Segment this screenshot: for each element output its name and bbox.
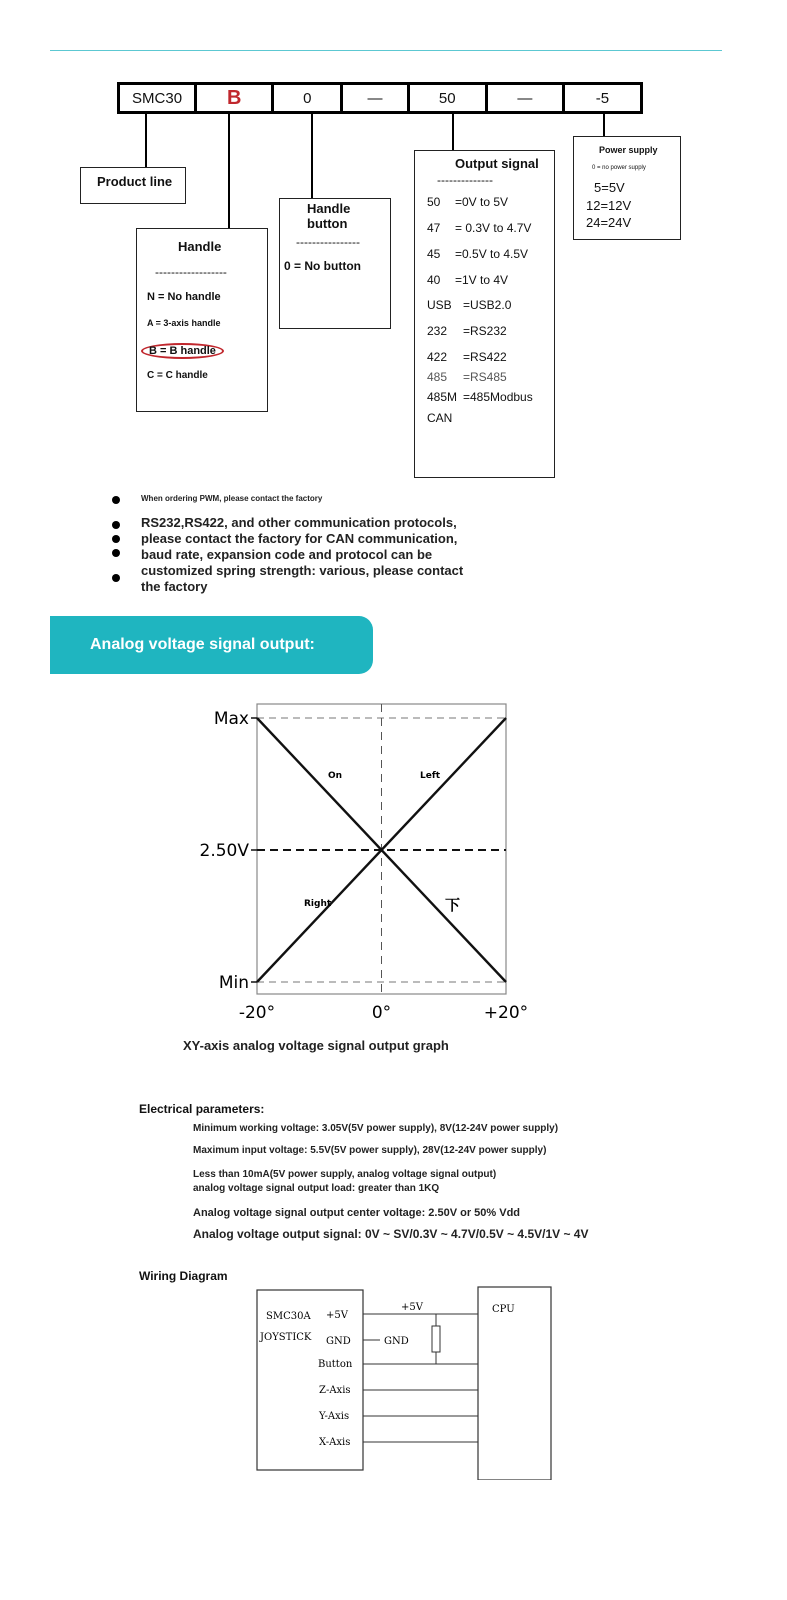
section-banner — [50, 616, 373, 674]
handle-dashes: ------------------ — [155, 265, 227, 279]
model-code-bar — [117, 82, 643, 114]
product-line-label: Product line — [97, 174, 173, 189]
banner-label: Analog voltage signal output: — [90, 636, 315, 653]
code-cell-dash: — — [488, 85, 565, 111]
output-row-desc: =RS422 — [463, 350, 507, 364]
output-row-code: 232 — [427, 324, 448, 338]
note-line: please contact the factory for CAN communication, — [141, 531, 458, 546]
pin-label: GND — [326, 1336, 351, 1347]
ground-label: GND — [384, 1336, 409, 1347]
output-row-code: 485M — [427, 390, 458, 404]
code-cell-power: -5 — [595, 89, 610, 107]
power-note: 0 = no power supply — [592, 165, 646, 171]
line-label: 下 — [445, 896, 461, 914]
output-row-desc: =0.5V to 4.5V — [455, 247, 529, 261]
pin-label: +5V — [326, 1310, 348, 1321]
electrical-line: analog voltage signal output load: greater than 1KQ — [193, 1183, 440, 1194]
electrical-title: Electrical parameters: — [139, 1102, 265, 1116]
handle-item-selected: B = B handle — [141, 343, 224, 359]
handle-title: Handle — [178, 239, 222, 254]
output-row-code: 47 — [427, 221, 441, 235]
bullet-icon — [112, 535, 120, 543]
note-line: RS232,RS422, and other communication protocols, — [141, 515, 457, 530]
power-item: 5=5V — [594, 180, 625, 195]
power-title: Power supply — [599, 145, 658, 155]
device-name: SMC30A — [266, 1311, 311, 1322]
output-dashes: -------------- — [437, 173, 493, 187]
output-row-desc: =RS485 — [463, 370, 507, 384]
code-cell-button: 0 — [274, 85, 343, 111]
x-tick-label: 0° — [371, 1003, 392, 1023]
connector-line — [603, 114, 605, 136]
note-line: When ordering PWM, please contact the factory — [141, 494, 323, 503]
line-label: On — [328, 771, 343, 781]
output-row-code: 40 — [427, 273, 441, 287]
output-row-code: 485 — [427, 370, 448, 384]
output-row-code: 50 — [427, 195, 441, 209]
y-tick-label: 2.50V — [199, 841, 249, 861]
handle-item: C = C handle — [147, 370, 208, 381]
output-row-desc: =0V to 5V — [455, 195, 509, 209]
cpu-block — [478, 1287, 551, 1480]
handle-item: N = No handle — [147, 291, 221, 303]
output-row-desc: =USB2.0 — [463, 298, 512, 312]
line-label: Right — [304, 899, 332, 909]
wiring-title: Wiring Diagram — [139, 1269, 228, 1283]
output-signal-box — [414, 150, 555, 478]
connector-line — [311, 114, 313, 198]
electrical-line: Analog voltage signal output center voltage: 2.50V or 50% Vdd — [193, 1207, 521, 1219]
y-tick-label: Min — [218, 973, 249, 993]
pin-label: Z-Axis — [319, 1385, 351, 1396]
power-item: 12=12V — [586, 198, 632, 213]
code-cell-handle: B — [197, 85, 274, 111]
button-item: 0 = No button — [284, 259, 361, 273]
output-row-code: USB — [427, 298, 452, 312]
product-line-box — [80, 167, 186, 204]
pullup-resistor-icon — [432, 1326, 440, 1352]
power-item: 24=24V — [586, 215, 632, 230]
connector-line — [228, 114, 230, 228]
top-divider — [50, 50, 722, 51]
y-tick-label: Max — [213, 709, 249, 729]
output-row-desc: =RS232 — [463, 324, 507, 338]
supply-label: +5V — [401, 1302, 423, 1313]
voltage-chart — [180, 696, 540, 1026]
button-title: Handle — [307, 201, 351, 216]
electrical-line: Analog voltage output signal: 0V ~ SV/0.3V ~ 4.7V/0.5V ~ 4.5V/1V ~ 4V — [193, 1227, 589, 1241]
button-dashes: ---------------- — [296, 235, 360, 249]
electrical-line: Minimum working voltage: 3.05V(5V power supply), 8V(12-24V power supply) — [193, 1123, 559, 1134]
output-title: Output signal — [455, 156, 539, 171]
note-line: the factory — [141, 579, 208, 594]
output-row-code: 45 — [427, 247, 441, 261]
electrical-line: Less than 10mA(5V power supply, analog voltage signal output) — [193, 1169, 497, 1180]
electrical-line: Maximum input voltage: 5.5V(5V power supply), 28V(12-24V power supply) — [193, 1145, 547, 1156]
button-box — [279, 198, 391, 329]
chart-caption: XY-axis analog voltage signal output graph — [183, 1038, 449, 1053]
bullet-icon — [112, 549, 120, 557]
output-row-code: CAN — [427, 411, 453, 425]
output-row-desc: = 0.3V to 4.7V — [455, 221, 532, 235]
pin-label: Y-Axis — [319, 1411, 350, 1422]
note-line: baud rate, expansion code and protocol can be — [141, 547, 433, 562]
code-cell-series: SMC30 — [120, 85, 197, 111]
bullet-icon — [112, 496, 120, 504]
code-cell-dash: — — [343, 85, 409, 111]
power-supply-box — [573, 136, 681, 240]
output-row-code: 422 — [427, 350, 448, 364]
connector-line — [452, 114, 454, 150]
bullet-icon — [112, 521, 120, 529]
line-label: Left — [420, 771, 441, 781]
bullet-icon — [112, 574, 120, 582]
wiring-diagram — [250, 1280, 560, 1480]
pin-label: X-Axis — [319, 1437, 351, 1448]
output-row-desc: =1V to 4V — [455, 273, 509, 287]
note-line: customized spring strength: various, please contact — [141, 563, 464, 578]
connector-line — [145, 114, 147, 168]
code-cell-output: 50 — [410, 85, 488, 111]
output-row-desc: =485Modbus — [463, 390, 533, 404]
handle-box — [136, 228, 268, 412]
cpu-label: CPU — [492, 1304, 515, 1315]
x-tick-label: +20° — [483, 1003, 529, 1023]
button-title: button — [307, 216, 348, 231]
pin-label: Button — [318, 1359, 353, 1370]
handle-item: A = 3-axis handle — [147, 318, 221, 328]
device-type: JOYSTICK — [260, 1332, 312, 1343]
x-tick-label: -20° — [238, 1003, 276, 1023]
